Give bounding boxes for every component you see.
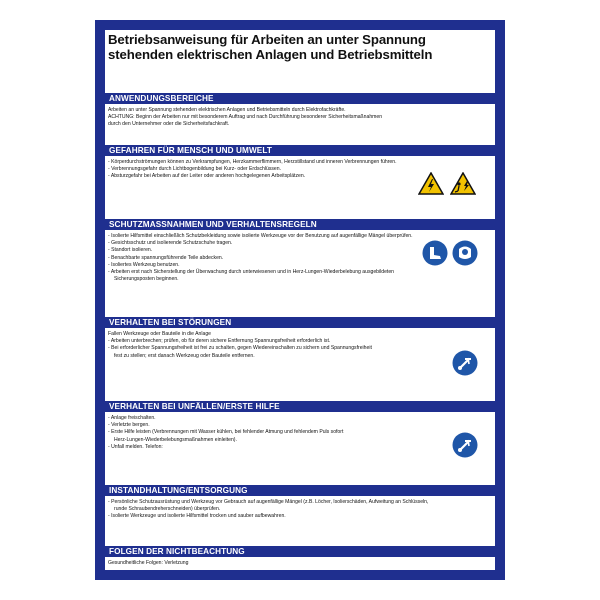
section-heading-first-aid: VERHALTEN BEI UNFÄLLEN/ERSTE HILFE <box>105 401 495 412</box>
section-body-malfunctions <box>108 331 433 360</box>
section-heading-malfunctions: VERHALTEN BEI STÖRUNGEN <box>105 317 495 328</box>
maintenance-line: - Persönliche Schutzausrüstung und Werkzeug vor Gebrauch auf augenfällige Mängel (z.B. Löcher, Isolierschäden, Aufweitung an Schlüsseln, <box>108 499 429 505</box>
electrical-warning-icon <box>418 172 444 195</box>
malfunction-line: Fallen Werkzeuge oder Bauteile in die Anlage <box>108 331 211 337</box>
section-heading-consequences: FOLGEN DER NICHTBEACHTUNG <box>105 546 495 557</box>
malfunction-line: - Arbeiten unterbrechen; prüfen, ob für deren sichere Entfernung Spannungsfreiheit erforderlich ist. <box>108 338 331 345</box>
disconnect-icon <box>452 350 478 376</box>
section-body-consequences <box>108 560 492 567</box>
hazard-line: - Körperdurchströmungen können zu Verkrampfungen, Herzkammerflimmern, Herzstillstand und inneren Verbrennungen führen. <box>108 159 397 165</box>
protection-line: - Isoliertes Werkzeug benutzen. <box>108 261 180 268</box>
electrical-person-warning-icon <box>450 172 476 195</box>
consequence-line: Gesundheitliche Folgen: Verletzung <box>108 560 189 566</box>
malfunction-line: - Bei erforderlicher Spannungsfreiheit ist frei zu schalten, gegen Wiedereinschalten zu sichern und Spannungsfreiheit <box>108 345 372 352</box>
sheet-content <box>105 30 495 570</box>
document-title <box>108 32 492 62</box>
scope-line: durch den Unternehmer oder die Sicherheitsfachkraft. <box>108 121 230 128</box>
section-body-scope <box>108 107 492 129</box>
safety-boots-icon <box>422 240 448 266</box>
hazard-line: - Absturzgefahr bei Arbeiten auf der Leiter oder anderen hochgelegenen Arbeitsplätzen. <box>108 173 306 180</box>
scope-line: ACHTUNG: Beginn der Arbeiten nur mit besonderem Auftrag und nach Durchführung besonderer Sicherheitsmaßnahmen <box>108 114 383 121</box>
section-heading-scope: ANWENDUNGSBEREICHE <box>105 93 495 104</box>
section-body-hazards <box>108 159 405 181</box>
first-aid-line: - Anlage freischalten. <box>108 415 156 421</box>
face-shield-icon <box>452 240 478 266</box>
section-body-maintenance <box>108 499 492 521</box>
hazard-line: - Verbrennungsgefahr durch Lichtbogenbildung bei Kurz- oder Erdschlüssen. <box>108 166 282 173</box>
operating-instruction-sheet <box>95 20 505 580</box>
section-body-protection <box>108 233 433 283</box>
protection-line: - Isolierte Hilfsmittel einschließlich Schutzbekleidung sowie isolierte Werkzeuge vor der Benutzung auf augenfällige Mängel überprüfen. <box>108 233 413 239</box>
title-line-2: stehenden elektrischen Anlagen und Betriebsmitteln <box>108 47 433 62</box>
maintenance-line: - Isolierte Werkzeuge und isolierte Hilfsmittel trocken und sauber aufbewahren. <box>108 513 286 520</box>
malfunction-line: fest zu stellen; erst danach Werkzeug oder Bauteile entfernen. <box>114 352 255 359</box>
section-heading-maintenance: INSTANDHALTUNG/ENTSORGUNG <box>105 485 495 496</box>
first-aid-line: - Erste Hilfe leisten (Verbrennungen mit Wasser kühlen, bei fehlender Atmung und fehlendem Puls sofort <box>108 429 344 436</box>
protection-line: Sicherungsposten beginnen. <box>114 276 179 283</box>
protection-line: - Benachbarte spannungsführende Teile abdecken. <box>108 254 224 261</box>
protection-line: - Gesichtsschutz und isolierende Schutzschuhe tragen. <box>108 240 233 247</box>
maintenance-line: runde Schraubendreherschneiden) überprüfen. <box>114 506 221 513</box>
protection-line: - Standort isolieren. <box>108 247 153 254</box>
scope-line: Arbeiten an unter Spannung stehenden elektrischen Anlagen und Betriebsmitteln durch Elektrofachkräfte. <box>108 107 346 113</box>
section-heading-hazards: GEFAHREN FÜR MENSCH UND UMWELT <box>105 145 495 156</box>
first-aid-line: - Verletzte bergen. <box>108 422 150 429</box>
protection-line: - Arbeiten erst nach Sicherstellung der Überwachung durch unterwiesenen und in Herz-Lungen-Wiederbelebung ausgebildeten <box>108 269 394 276</box>
first-aid-line: Herz-Lungen-Wiederbelebungsmaßnahmen einleiten). <box>114 436 237 443</box>
disconnect-icon <box>452 432 478 458</box>
section-heading-protection: SCHUTZMASSNAHMEN UND VERHALTENSREGELN <box>105 219 495 230</box>
title-line-1: Betriebsanweisung für Arbeiten an unter Spannung <box>108 32 426 47</box>
first-aid-line: - Unfall melden. Telefon: <box>108 443 163 450</box>
section-body-first-aid <box>108 415 433 451</box>
